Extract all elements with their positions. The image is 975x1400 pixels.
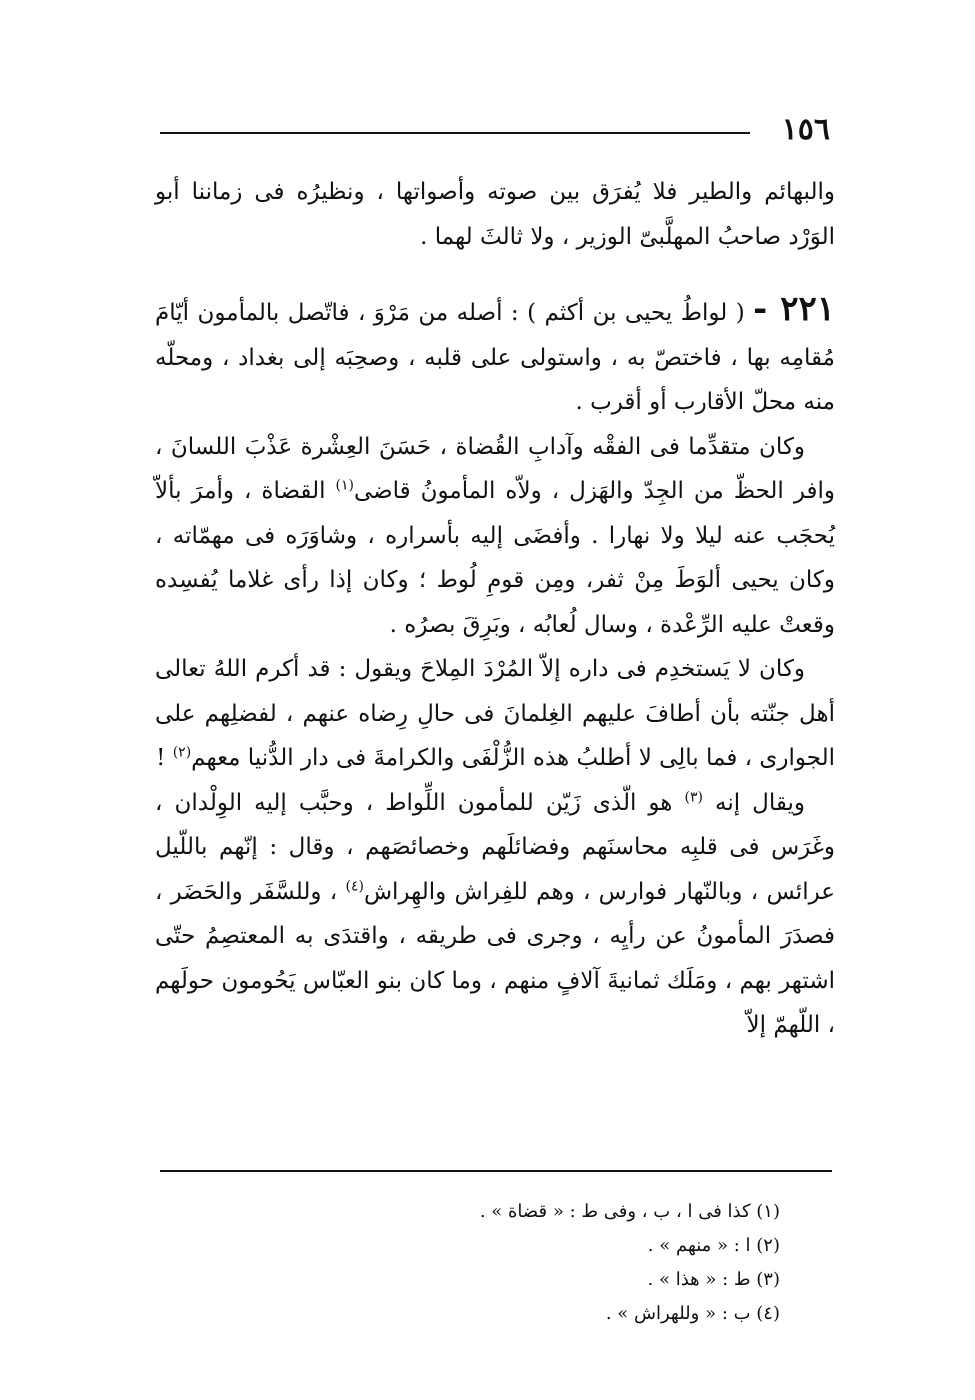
header-rule <box>160 132 750 134</box>
footnote-4: (٤) ب : « وللهراش » . <box>605 1303 780 1324</box>
entry-paragraph <box>155 287 835 425</box>
footnote-ref-4: (٤) <box>345 877 364 894</box>
paragraph-4-text-b: هو الّذى زَيّن للمأمون اللِّواط ، وحبَّب إليه الوِلْدان ، وغَرَس فى قلبِه محاسنَهم وفضائلَهم وخصائصَهم ، وقال : إنّهم باللّيل عرائس ، وبالنّهار فوارس ، وهم للفِراش والهِراش <box>155 789 836 905</box>
footnote-ref-3: (٣) <box>684 788 703 805</box>
entry-number: ٢٢١ - <box>753 289 836 329</box>
page-header <box>160 110 830 150</box>
footnote-1: (١) كذا فى ا ، ب ، وفى ط : « قضاة » . <box>479 1201 780 1222</box>
page-number: ١٥٦ <box>781 112 830 147</box>
intro-paragraph: والبهائم والطير فلا يُفرَق بين صوته وأصواتها ، ونظيرُه فى زماننا أبو الوَرْد صاحبُ المهلَّبىّ الوزير ، ولا ثالثَ لهما . <box>155 179 835 250</box>
paragraph-2-text-b: القضاة ، وأمرَ بألاّ يُحجَب عنه ليلا ولا نهارا . وأفضَى إليه بأسراره ، وشاوَرَه فى مهمّاته ، وكان يحيى ألوَطَ مِنْ ثفر، ومِن قومِ لُوط ؛ وكان إذا رأى غلاما يُفسِده وقعتْ عليه الرِّعْدة ، وسال لُعابُه ، وبَرِقَ بصرُه . <box>155 478 835 638</box>
spacer <box>155 259 835 287</box>
footnote-ref-1: (١) <box>335 477 354 494</box>
paragraph-4 <box>155 781 835 1048</box>
paragraph-4-text-c: ، وللسَّفَر والحَضَر ، فصدَرَ المأمونُ عن رأيِه ، وجرى فى طريقه ، واقتدَى به المعتصِمُ حتّى اشتهر بهم ، ومَلَك ثمانيةَ آلافٍ منهم ، وما كان بنو العبّاس يَحُومون حولَهم ، اللّهمّ إلاّ <box>155 878 835 1038</box>
footnote-ref-2: (٢) <box>172 744 192 761</box>
main-text <box>155 170 835 1048</box>
paragraph-2 <box>155 425 835 648</box>
paragraph-3 <box>155 647 835 781</box>
footnotes <box>200 1195 780 1331</box>
entry-title-text: ( لواطُ يحيى بن أكثم ) : أصله من مَرْوَ ، فاتّصل بالمأمون أيّامَ مُقامِه بها ، فاختصّ به ، واستولى على قلبه ، وصحِبَه إلى بغداد ، ومحلّه منه محلّ الأقارب أو أقرب . <box>155 300 835 415</box>
footnote-rule <box>160 1170 832 1172</box>
paragraph-3-text-a: وكان لا يَستخدِم فى داره إلاّ المُرْدَ المِلاحَ ويقول : قد أكرم اللهُ تعالى أهل جنّته بأن أطافَ عليهم الغِلمانَ فى حالِ رِضاه عنهم ، لفضلِهم على الجوارى ، فما بالِى لا أطلبُ هذه الزُّلْفَى والكرامةَ فى دار الدُّنيا معهم <box>155 656 835 771</box>
footnote-3: (٣) ط : « هذا » . <box>647 1269 780 1290</box>
paragraph-3-text-b: ! <box>156 745 166 771</box>
paragraph-4-text-a: ويقال إنه <box>714 789 806 816</box>
paragraph-2-text-a: وكان متقدِّما فى الفقْه وآدابِ القُضاة ، حَسَنَ العِشْرة عَذْبَ اللسانَ ، وافر الحظّ من الجِدّ والهَزل ، ولاّه المأمونُ قاضى <box>155 433 835 504</box>
footnote-2: (٢) ا : « منهم » . <box>647 1235 780 1256</box>
